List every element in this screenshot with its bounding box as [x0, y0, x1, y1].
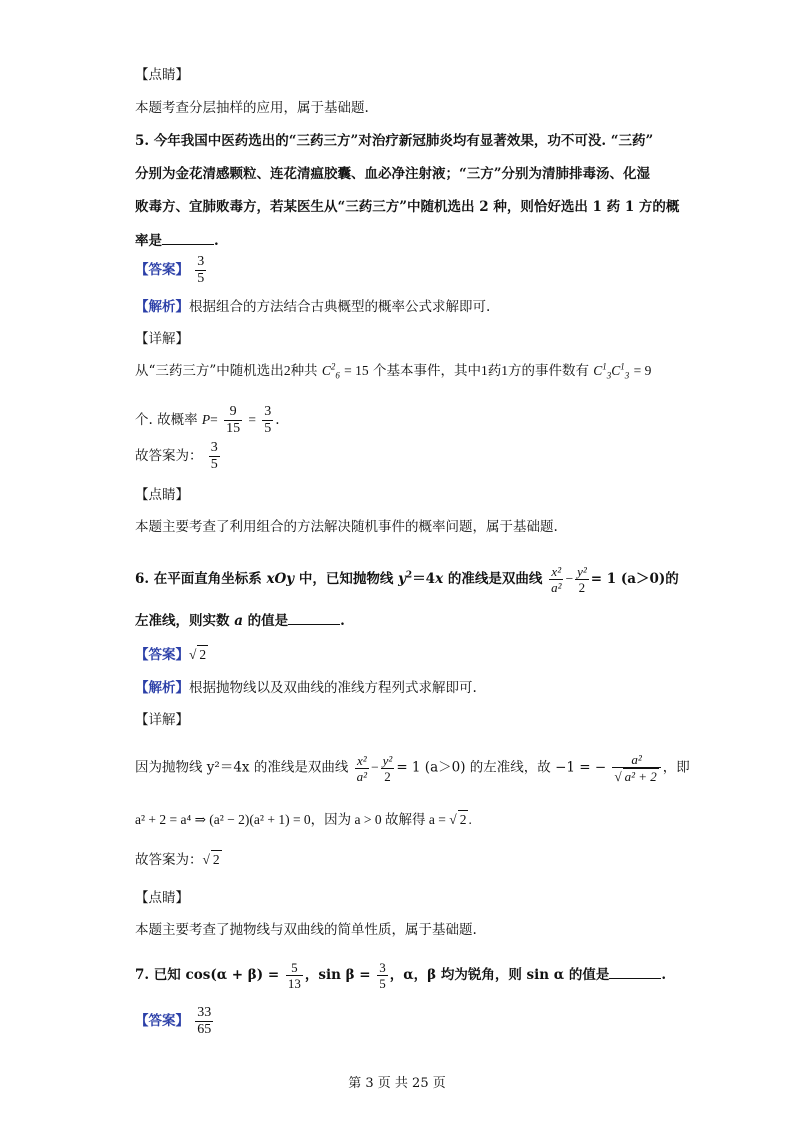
text: 个基本事件，其中 [372, 363, 481, 379]
sqrt: √ 2 [189, 647, 207, 662]
answer-fraction [195, 254, 206, 287]
math: 1 [501, 363, 508, 378]
math: P [201, 412, 211, 427]
point-tag: 【点睛】 [135, 67, 189, 83]
q6-point-text: 本题主要考查了抛物线与双曲线的简单性质，属于基础题. [135, 922, 477, 938]
math: ＝4 [412, 571, 436, 587]
analysis-tag: 【解析】 [135, 680, 189, 696]
fraction: $\frac{\text{y²}}{2}$ [382, 752, 393, 784]
q5-line-4: 率是 . [135, 230, 219, 250]
text: 7. 已知 cos(α + β) = [135, 967, 284, 983]
frac-num: 3 [197, 254, 205, 269]
answer-tag: 【答案】 [135, 1013, 189, 1029]
math: = [210, 412, 218, 427]
q5-detail-line-2 [135, 404, 280, 437]
text: 中，已知抛物线 [294, 571, 399, 587]
q5-final [135, 440, 222, 473]
text: . [275, 412, 280, 428]
text: 个. 故概率 [135, 412, 198, 428]
fraction: $\frac{3}{5}$ [379, 960, 386, 991]
q5-detail-line-1 [135, 362, 651, 380]
fraction: $\frac{\text{a²}}{\text{√ a² + 2}}$ [612, 752, 660, 784]
text: 从“三药三方”中随机选出 [135, 363, 284, 379]
q5-detail-tag: 【详解】 [135, 331, 189, 347]
math: = 9 [633, 363, 652, 378]
text: 方的事件数有 [507, 363, 589, 379]
fraction: $\frac{\text{y²}}{2}$ [577, 564, 587, 595]
q7-answer [135, 1005, 215, 1038]
q5-line-4-text: 率是 [135, 233, 162, 249]
fraction: $\frac{\text{x²}}{\text{a²}}$ [356, 752, 368, 784]
q6-answer [135, 645, 208, 664]
comb: $C^2_6$ [321, 361, 340, 381]
frac-den: 5 [197, 271, 205, 286]
text: 的准线是双曲线 [443, 571, 543, 587]
text: a² + 2 = a⁴ ⇒ (a² − 2)(a² + 1) = 0，因为 a > 0 故解得 a = [135, 812, 450, 827]
q6-line-2 [135, 610, 345, 630]
math: = [248, 412, 256, 427]
math: − [565, 571, 574, 586]
math: 2 [283, 363, 291, 378]
q5-line-2: 分别为金花清感颗粒、连花清瘟胶囊、血必净注射液；“三方”分别为清肺排毒汤、化湿 [135, 166, 651, 182]
text: 因为抛物线 y²＝4x 的准线是双曲线 [135, 759, 349, 776]
q6-analysis [135, 679, 477, 697]
math: = 15 [344, 363, 369, 378]
text: = 1 (a＞0) 的左准线，故 −1 = − [396, 759, 607, 776]
math: a [234, 613, 243, 629]
text: 种共 [290, 363, 318, 379]
q6-detail-tag: 【详解】 [135, 712, 189, 728]
fraction: $\frac{3}{5}$ [264, 404, 272, 436]
math: y [398, 571, 406, 587]
fraction: $\frac{33}{65}$ [197, 1005, 212, 1037]
text: . [661, 967, 667, 983]
answer-tag: 【答案】 [135, 262, 189, 278]
text: 故答案为： [135, 852, 203, 868]
answer-blank [288, 610, 340, 625]
text: 的值是 [242, 613, 289, 629]
text: 故答案为： [135, 448, 203, 464]
q5-point-text: 本题主要考查了利用组合的方法解决随机事件的概率问题，属于基础题. [135, 519, 558, 535]
q5-point-tag: 【点睛】 [135, 487, 189, 503]
sqrt: √ 2 [202, 852, 220, 867]
text: 左准线，则实数 [135, 613, 235, 629]
analysis-text: 根据组合的方法结合古典概型的概率公式求解即可. [189, 299, 491, 315]
math: x [435, 571, 444, 587]
math: 2 [405, 570, 413, 581]
page-footer: 第 3 页 共 25 页 [348, 1076, 446, 1091]
q6-detail-line-2 [135, 810, 472, 829]
text: ，即 [662, 759, 690, 776]
analysis-tag: 【解析】 [135, 299, 189, 315]
q5-line-3: 败毒方、宜肺败毒方，若某医生从“三药三方”中随机选出 2 种，则恰好选出 1 药 1 方的概 [135, 199, 680, 215]
fraction: $\frac{\text{x²}}{\text{a²}}$ [551, 564, 562, 595]
comb: $C^1_3C^1_3$ [593, 361, 630, 381]
q6-detail-line-1 [135, 752, 690, 784]
math: xOy [266, 571, 295, 587]
text: ，sin β = [304, 967, 376, 983]
q5-analysis [135, 298, 490, 316]
math: 1 [480, 363, 488, 378]
text: . [340, 613, 345, 629]
text: ，α，β 均为锐角，则 sin α 的值是 [389, 967, 610, 983]
analysis-text: 根据抛物线以及双曲线的准线方程列式求解即可. [189, 680, 477, 696]
sqrt: √ a² + 2 [614, 769, 657, 784]
point-text: 本题考查分层抽样的应用，属于基础题. [135, 100, 369, 116]
math: − [371, 759, 379, 775]
text: . [468, 812, 472, 827]
text: = 1 (a＞0)的 [590, 571, 679, 587]
fraction: $\frac{9}{15}$ [226, 404, 241, 436]
answer-tag: 【答案】 [135, 647, 189, 663]
sqrt: √ 2 [449, 812, 467, 827]
q5-answer [135, 254, 208, 287]
fraction: $\frac{3}{5}$ [210, 440, 218, 472]
fraction: $\frac{5}{13}$ [287, 960, 301, 991]
answer-blank [609, 964, 661, 979]
q6-point-tag: 【点睛】 [135, 890, 189, 906]
q6-final [135, 850, 222, 869]
q7-line-1 [135, 960, 666, 991]
answer-blank [162, 230, 214, 245]
text: 6. 在平面直角坐标系 [135, 571, 267, 587]
q6-line-1 [135, 564, 679, 595]
text: 药 [487, 363, 502, 379]
q5-line-1: 5. 今年我国中医药选出的“三药三方”对治疗新冠肺炎均有显著效果，功不可没. “三药” [135, 133, 654, 149]
